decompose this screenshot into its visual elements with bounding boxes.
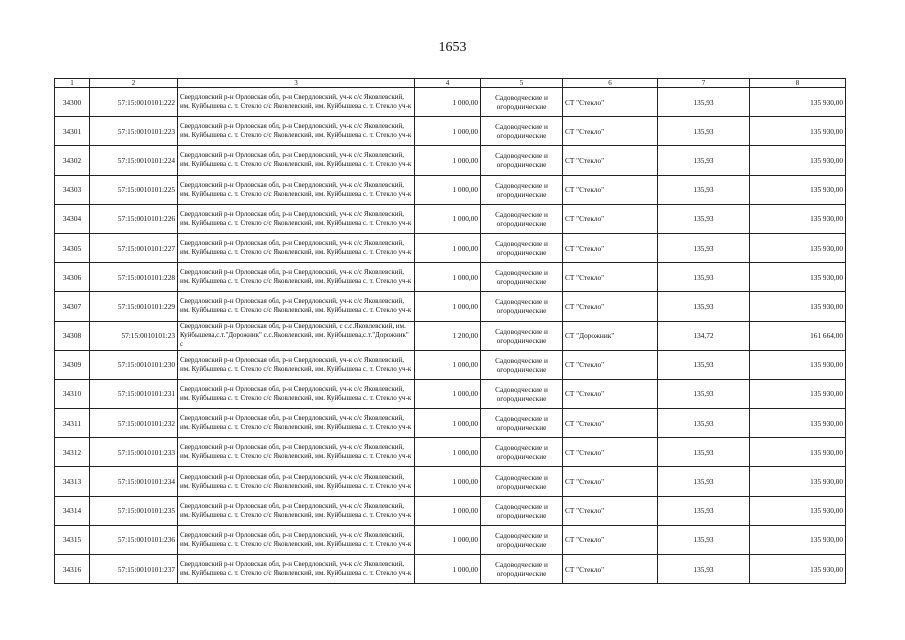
table-row [55, 175, 846, 204]
organization-cell: СТ "Стекло" [563, 379, 658, 408]
area-cell: 1 000,00 [415, 88, 481, 117]
table-row [55, 117, 846, 146]
cadastral-value-cell: 135 930,00 [750, 409, 846, 438]
unit-price-cell: 135,93 [658, 263, 750, 292]
row-number-cell: 34308 [55, 321, 90, 350]
organization-cell: СТ "Стекло" [563, 263, 658, 292]
address-cell: Свердловский р-н Орловская обл, р-н Свердловский, уч-к с/с Яковлевский, им. Куйбышева с. т. Стекло с/с Яковлевский, им. Куйбышева с. т. Стекло уч-к [178, 146, 415, 175]
organization-cell: СТ "Стекло" [563, 117, 658, 146]
row-number-cell: 34316 [55, 555, 90, 584]
table-row [55, 146, 846, 175]
address-cell: Свердловский р-н Орловская обл, р-н Свердловский, уч-к с/с Яковлевский, им. Куйбышева с. т. Стекло с/с Яковлевский, им. Куйбышева с. т. Стекло уч-к [178, 233, 415, 262]
cadastral-value-cell: 135 930,00 [750, 146, 846, 175]
unit-price-cell: 135,93 [658, 88, 750, 117]
land-use-cell: Садоводческие и огороднические [481, 204, 563, 233]
address-cell: Свердловский р-н Орловская обл, р-н Свердловский, уч-к с/с Яковлевский, им. Куйбышева с. т. Стекло с/с Яковлевский, им. Куйбышева с. т. Стекло уч-к [178, 88, 415, 117]
table-row [55, 292, 846, 321]
table-body [55, 88, 846, 584]
unit-price-cell: 135,93 [658, 555, 750, 584]
table-row [55, 438, 846, 467]
column-number-row [55, 79, 846, 88]
unit-price-cell: 135,93 [658, 292, 750, 321]
row-number-cell: 34313 [55, 467, 90, 496]
table-row [55, 409, 846, 438]
table-row [55, 321, 846, 350]
area-cell: 1 200,00 [415, 321, 481, 350]
cadastral-value-cell: 161 664,00 [750, 321, 846, 350]
cadastral-value-cell: 135 930,00 [750, 555, 846, 584]
cadastral-value-cell: 135 930,00 [750, 438, 846, 467]
organization-cell: СТ "Стекло" [563, 292, 658, 321]
address-cell: Свердловский р-н Орловская обл, р-н Свердловский, уч-к с/с Яковлевский, им. Куйбышева с. т. Стекло с/с Яковлевский, им. Куйбышева с. т. Стекло уч-к [178, 204, 415, 233]
cadastral-number-cell: 57:15:0010101:236 [90, 525, 178, 554]
table-row [55, 263, 846, 292]
unit-price-cell: 135,93 [658, 117, 750, 146]
cadastral-value-cell: 135 930,00 [750, 175, 846, 204]
organization-cell: СТ "Дорожник" [563, 321, 658, 350]
land-use-cell: Садоводческие и огороднические [481, 555, 563, 584]
organization-cell: СТ "Стекло" [563, 233, 658, 262]
cadastral-number-cell: 57:15:0010101:233 [90, 438, 178, 467]
area-cell: 1 000,00 [415, 409, 481, 438]
column-header: 4 [415, 79, 481, 88]
row-number-cell: 34309 [55, 350, 90, 379]
address-cell: Свердловский р-н Орловская обл, р-н Свердловский, уч-к с/с Яковлевский, им. Куйбышева с. т. Стекло с/с Яковлевский, им. Куйбышева с. т. Стекло уч-к [178, 175, 415, 204]
area-cell: 1 000,00 [415, 204, 481, 233]
table-row [55, 496, 846, 525]
area-cell: 1 000,00 [415, 438, 481, 467]
cadastral-number-cell: 57:15:0010101:225 [90, 175, 178, 204]
cadastral-value-cell: 135 930,00 [750, 292, 846, 321]
cadastral-value-cell: 135 930,00 [750, 467, 846, 496]
unit-price-cell: 135,93 [658, 438, 750, 467]
cadastral-number-cell: 57:15:0010101:234 [90, 467, 178, 496]
land-use-cell: Садоводческие и огороднические [481, 496, 563, 525]
cadastral-value-cell: 135 930,00 [750, 379, 846, 408]
address-cell: Свердловский р-н Орловская обл, р-н Свердловский, уч-к с/с Яковлевский, им. Куйбышева с. т. Стекло с/с Яковлевский, им. Куйбышева с. т. Стекло уч-к [178, 409, 415, 438]
row-number-cell: 34305 [55, 233, 90, 262]
cadastral-number-cell: 57:15:0010101:226 [90, 204, 178, 233]
column-header: 6 [563, 79, 658, 88]
unit-price-cell: 135,93 [658, 175, 750, 204]
unit-price-cell: 135,93 [658, 525, 750, 554]
unit-price-cell: 135,93 [658, 233, 750, 262]
row-number-cell: 34312 [55, 438, 90, 467]
address-cell: Свердловский р-н Орловская обл, р-н Свердловский, уч-к с/с Яковлевский, им. Куйбышева с. т. Стекло с/с Яковлевский, им. Куйбышева с. т. Стекло уч-к [178, 525, 415, 554]
organization-cell: СТ "Стекло" [563, 175, 658, 204]
land-use-cell: Садоводческие и огороднические [481, 175, 563, 204]
address-cell: Свердловский р-н Орловская обл, р-н Свердловский, уч-к с/с Яковлевский, им. Куйбышева с. т. Стекло с/с Яковлевский, им. Куйбышева с. т. Стекло уч-к [178, 350, 415, 379]
organization-cell: СТ "Стекло" [563, 438, 658, 467]
land-use-cell: Садоводческие и огороднические [481, 117, 563, 146]
row-number-cell: 34311 [55, 409, 90, 438]
column-header: 7 [658, 79, 750, 88]
row-number-cell: 34310 [55, 379, 90, 408]
address-cell: Свердловский р-н Орловская обл, р-н Свердловский, уч-к с/с Яковлевский, им. Куйбышева с. т. Стекло с/с Яковлевский, им. Куйбышева с. т. Стекло уч-к [178, 379, 415, 408]
unit-price-cell: 134,72 [658, 321, 750, 350]
land-use-cell: Садоводческие и огороднические [481, 263, 563, 292]
unit-price-cell: 135,93 [658, 146, 750, 175]
table-row [55, 88, 846, 117]
cadastral-number-cell: 57:15:0010101:230 [90, 350, 178, 379]
land-use-cell: Садоводческие и огороднические [481, 88, 563, 117]
organization-cell: СТ "Стекло" [563, 204, 658, 233]
cadastral-value-cell: 135 930,00 [750, 350, 846, 379]
row-number-cell: 34304 [55, 204, 90, 233]
land-use-cell: Садоводческие и огороднические [481, 321, 563, 350]
page-number: 1653 [438, 40, 467, 55]
column-header: 3 [178, 79, 415, 88]
column-header: 5 [481, 79, 563, 88]
area-cell: 1 000,00 [415, 379, 481, 408]
area-cell: 1 000,00 [415, 263, 481, 292]
organization-cell: СТ "Стекло" [563, 467, 658, 496]
organization-cell: СТ "Стекло" [563, 525, 658, 554]
organization-cell: СТ "Стекло" [563, 409, 658, 438]
cadastral-number-cell: 57:15:0010101:229 [90, 292, 178, 321]
table-row [55, 233, 846, 262]
address-cell: Свердловский р-н Орловская обл, р-н Свердловский, уч-к с/с Яковлевский, им. Куйбышева с. т. Стекло с/с Яковлевский, им. Куйбышева с. т. Стекло уч-к [178, 438, 415, 467]
cadastral-number-cell: 57:15:0010101:224 [90, 146, 178, 175]
cadastral-value-cell: 135 930,00 [750, 204, 846, 233]
area-cell: 1 000,00 [415, 496, 481, 525]
row-number-cell: 34314 [55, 496, 90, 525]
column-header: 1 [55, 79, 90, 88]
organization-cell: СТ "Стекло" [563, 350, 658, 379]
row-number-cell: 34301 [55, 117, 90, 146]
table-row [55, 525, 846, 554]
table-row [55, 379, 846, 408]
unit-price-cell: 135,93 [658, 204, 750, 233]
row-number-cell: 34315 [55, 525, 90, 554]
address-cell: Свердловский р-н Орловская обл, р-н Свердловский, уч-к с/с Яковлевский, им. Куйбышева с. т. Стекло с/с Яковлевский, им. Куйбышева с. т. Стекло уч-к [178, 263, 415, 292]
row-number-cell: 34300 [55, 88, 90, 117]
cadastral-number-cell: 57:15:0010101:23 [90, 321, 178, 350]
row-number-cell: 34307 [55, 292, 90, 321]
land-use-cell: Садоводческие и огороднические [481, 409, 563, 438]
address-cell: Свердловский р-н Орловская обл, р-н Свердловский, уч-к с/с Яковлевский, им. Куйбышева с. т. Стекло с/с Яковлевский, им. Куйбышева с. т. Стекло уч-к [178, 292, 415, 321]
unit-price-cell: 135,93 [658, 409, 750, 438]
land-use-cell: Садоводческие и огороднические [481, 525, 563, 554]
row-number-cell: 34303 [55, 175, 90, 204]
unit-price-cell: 135,93 [658, 379, 750, 408]
area-cell: 1 000,00 [415, 117, 481, 146]
area-cell: 1 000,00 [415, 555, 481, 584]
cadastral-value-cell: 135 930,00 [750, 263, 846, 292]
area-cell: 1 000,00 [415, 467, 481, 496]
cadastral-number-cell: 57:15:0010101:231 [90, 379, 178, 408]
land-use-cell: Садоводческие и огороднические [481, 350, 563, 379]
address-cell: Свердловский р-н Орловская обл, р-н Свердловский, уч-к с/с Яковлевский, им. Куйбышева с. т. Стекло с/с Яковлевский, им. Куйбышева с. т. Стекло уч-к [178, 117, 415, 146]
area-cell: 1 000,00 [415, 146, 481, 175]
cadastral-value-cell: 135 930,00 [750, 496, 846, 525]
cadastral-number-cell: 57:15:0010101:223 [90, 117, 178, 146]
cadastral-number-cell: 57:15:0010101:237 [90, 555, 178, 584]
address-cell: Свердловский р-н Орловская обл, р-н Свердловский, уч-к с/с Яковлевский, им. Куйбышева с. т. Стекло с/с Яковлевский, им. Куйбышева с. т. Стекло уч-к [178, 496, 415, 525]
cadastral-value-cell: 135 930,00 [750, 88, 846, 117]
land-registry-table [54, 78, 846, 584]
cadastral-number-cell: 57:15:0010101:235 [90, 496, 178, 525]
area-cell: 1 000,00 [415, 292, 481, 321]
land-use-cell: Садоводческие и огороднические [481, 233, 563, 262]
area-cell: 1 000,00 [415, 350, 481, 379]
organization-cell: СТ "Стекло" [563, 555, 658, 584]
land-use-cell: Садоводческие и огороднические [481, 292, 563, 321]
address-cell: Свердловский р-н Орловская обл, р-н Свердловский, с с.с.Яковлевский, им. Куйбышева,с.т."Дорожник" с.с.Яковлевский, им. Куйбышева,с.т."Дорожник" с [178, 321, 415, 350]
address-cell: Свердловский р-н Орловская обл, р-н Свердловский, уч-к с/с Яковлевский, им. Куйбышева с. т. Стекло с/с Яковлевский, им. Куйбышева с. т. Стекло уч-к [178, 467, 415, 496]
address-cell: Свердловский р-н Орловская обл, р-н Свердловский, уч-к с/с Яковлевский, им. Куйбышева с. т. Стекло с/с Яковлевский, им. Куйбышева с. т. Стекло уч-к [178, 555, 415, 584]
unit-price-cell: 135,93 [658, 496, 750, 525]
unit-price-cell: 135,93 [658, 350, 750, 379]
unit-price-cell: 135,93 [658, 467, 750, 496]
cadastral-value-cell: 135 930,00 [750, 233, 846, 262]
cadastral-number-cell: 57:15:0010101:222 [90, 88, 178, 117]
row-number-cell: 34306 [55, 263, 90, 292]
table-row [55, 350, 846, 379]
column-header: 8 [750, 79, 846, 88]
row-number-cell: 34302 [55, 146, 90, 175]
column-header: 2 [90, 79, 178, 88]
table-row [55, 467, 846, 496]
land-use-cell: Садоводческие и огороднические [481, 438, 563, 467]
land-use-cell: Садоводческие и огороднические [481, 146, 563, 175]
organization-cell: СТ "Стекло" [563, 88, 658, 117]
cadastral-number-cell: 57:15:0010101:232 [90, 409, 178, 438]
cadastral-value-cell: 135 930,00 [750, 117, 846, 146]
cadastral-value-cell: 135 930,00 [750, 525, 846, 554]
land-use-cell: Садоводческие и огороднические [481, 467, 563, 496]
area-cell: 1 000,00 [415, 175, 481, 204]
organization-cell: СТ "Стекло" [563, 146, 658, 175]
land-use-cell: Садоводческие и огороднические [481, 379, 563, 408]
table-row [55, 555, 846, 584]
cadastral-number-cell: 57:15:0010101:227 [90, 233, 178, 262]
area-cell: 1 000,00 [415, 233, 481, 262]
area-cell: 1 000,00 [415, 525, 481, 554]
cadastral-number-cell: 57:15:0010101:228 [90, 263, 178, 292]
organization-cell: СТ "Стекло" [563, 496, 658, 525]
table-row [55, 204, 846, 233]
